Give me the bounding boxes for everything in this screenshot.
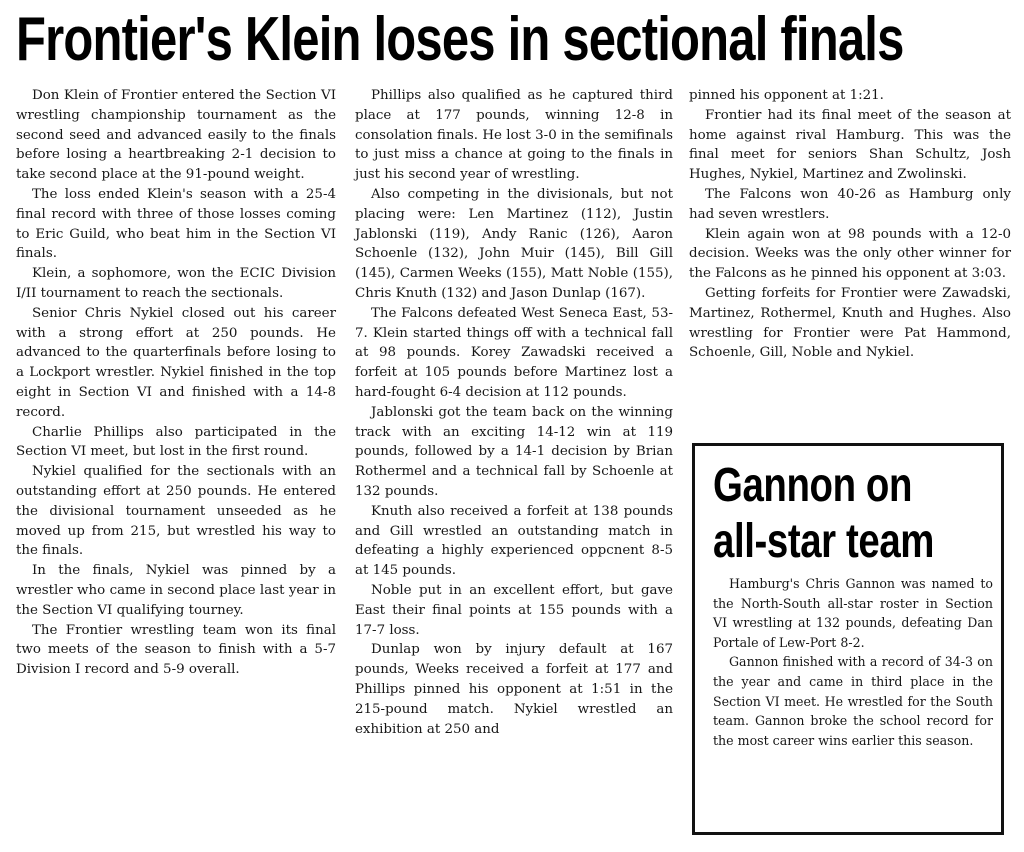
paragraph: Phillips also qualified as he captured third place at 177 pounds, winning 12-8 in consolation finals. He lost 3-0 in the semifinals to just miss a chance at going to the finals in just his second year of wrestling. xyxy=(355,88,673,183)
paragraph: Frontier had its final meet of the season at home against rival Hamburg. This was the final meet for seniors Shan Schultz, Josh Hughes, Nykiel, Martinez and Zwolinski. xyxy=(689,107,1011,183)
sidebar-story-box xyxy=(692,443,1004,835)
paragraph: Gannon finished with a record of 34-3 on the year and came in third place in the Section VI meet. He wrestled for the South team. Gannon broke the school record for the most career wins earlier this season. xyxy=(713,654,993,748)
article-column-3 xyxy=(689,86,1011,363)
paragraph: Dunlap won by injury default at 167 pounds, Weeks received a forfeit at 177 and Phillips pinned his opponent at 1:51 in the 215-pound match. Nykiel wrestled an exhibition at 250 and xyxy=(355,642,673,737)
paragraph: Charlie Phillips also participated in the Section VI meet, but lost in the first round. xyxy=(16,424,336,460)
paragraph: Also competing in the divisionals, but not placing were: Len Martinez (112), Justin Jablonski (119), Andy Ranic (126), Aaron Schoenle (132), John Muir (145), Bill Gill (145), Carmen Weeks (155), Matt Noble (155), Chris Knuth (132) and Jason Dunlap (167). xyxy=(355,186,673,301)
paragraph: The Falcons won 40-26 as Hamburg only had seven wrestlers. xyxy=(689,186,1011,222)
paragraph: Senior Chris Nykiel closed out his career with a strong effort at 250 pounds. He advanced to the quarterfinals before losing to a Lockport wrestler. Nykiel finished in the top eight in Section VI and finished with a 14-8 record. xyxy=(16,305,336,420)
sidebar-headline xyxy=(713,458,934,570)
sidebar-body xyxy=(713,574,993,750)
article-column-1 xyxy=(16,86,336,680)
paragraph-continued: pinned his opponent at 1:21. xyxy=(689,88,884,103)
paragraph: Noble put in an excellent effort, but gave East their final points at 155 pounds with a 17-7 loss. xyxy=(355,582,673,638)
paragraph: Don Klein of Frontier entered the Section VI wrestling championship tournament as the second seed and advanced easily to the finals before losing a heartbreaking 2-1 decision to take second place at the 91-pound weight. xyxy=(16,88,336,183)
paragraph: In the finals, Nykiel was pinned by a wrestler who came in second place last year in the Section VI qualifying tourney. xyxy=(16,563,336,618)
article-column-2 xyxy=(355,86,673,739)
paragraph: Getting forfeits for Frontier were Zawadski, Martinez, Rothermel, Knuth and Hughes. Also wrestling for Frontier were Pat Hammond, Schoenle, Gill, Noble and Nykiel. xyxy=(689,285,1011,361)
sidebar-headline-line-2: all-star team xyxy=(713,515,935,568)
paragraph: The Frontier wrestling team won its final two meets of the season to finish with a 5-7 Division I record and 5-9 overall. xyxy=(16,622,336,678)
sidebar-headline-line-1: Gannon on xyxy=(713,459,913,512)
paragraph: Klein, a sophomore, won the ECIC Division I/II tournament to reach the sectionals. xyxy=(16,266,336,301)
article-headline: Frontier's Klein loses in sectional finals xyxy=(16,5,904,74)
paragraph: The Falcons defeated West Seneca East, 53-7. Klein started things off with a technical fall at 98 pounds. Korey Zawadski received a forfeit at 105 pounds before Martinez lost a hard-fought 6-4 decision at 112 pounds. xyxy=(355,305,673,400)
paragraph: Klein again won at 98 pounds with a 12-0 decision. Weeks was the only other winner for the Falcons as he pinned his opponent at 3:03. xyxy=(689,226,1011,282)
paragraph: Hamburg's Chris Gannon was named to the North-South all-star roster in Section VI wrestling at 132 pounds, defeating Dan Portale of Lew-Port 8-2. xyxy=(713,576,993,650)
paragraph: Knuth also received a forfeit at 138 pounds and Gill wrestled an outstanding match in defeating a highly experienced oppcnent 8-5 at 145 pounds. xyxy=(355,503,673,579)
paragraph: The loss ended Klein's season with a 25-4 final record with three of those losses coming to Eric Guild, who beat him in the Section VI finals. xyxy=(16,186,336,262)
paragraph: Nykiel qualified for the sectionals with an outstanding effort at 250 pounds. He entered the divisional tournament unseeded as he moved up from 215, but wrestled his way to the finals. xyxy=(16,464,336,559)
paragraph: Jablonski got the team back on the winning track with an exciting 14-12 win at 119 pounds, followed by a 14-1 decision by Brian Rothermel and a technical fall by Schoenle at 132 pounds. xyxy=(355,404,673,499)
